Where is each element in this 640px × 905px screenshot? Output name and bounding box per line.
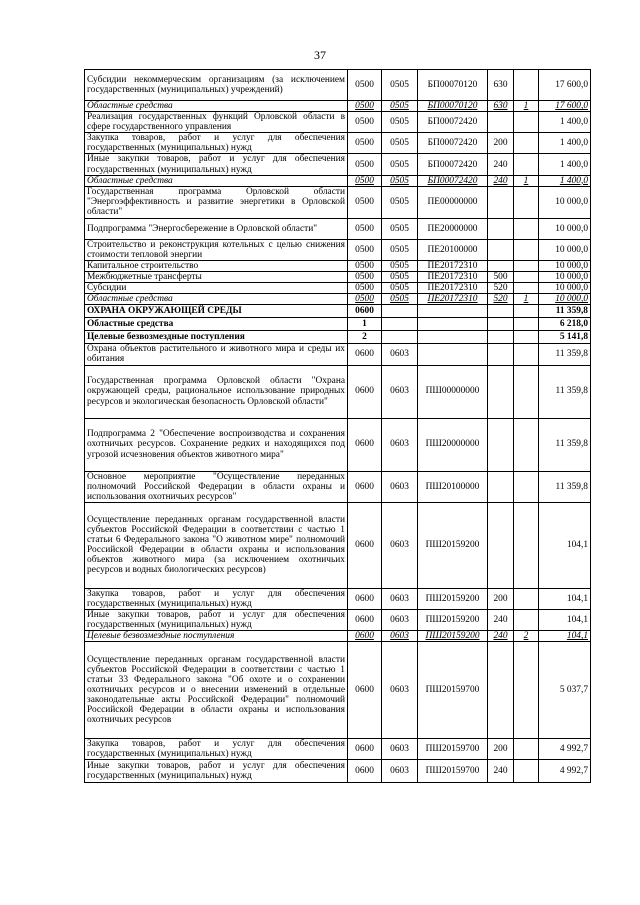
amount-cell: 17 600,0 (539, 70, 591, 101)
target-article-cell: ПЕ20000000 (418, 218, 488, 239)
subsection-code-cell: 0505 (382, 239, 418, 260)
subsection-code-cell: 0603 (382, 760, 418, 783)
table-row (85, 305, 591, 318)
section-code-cell: 0600 (348, 631, 382, 642)
expense-type-cell (488, 218, 514, 239)
amount-cell: 1 400,0 (539, 154, 591, 175)
funding-source-cell (514, 133, 539, 154)
target-article-cell (418, 344, 488, 365)
subsection-code-cell: 0603 (382, 365, 418, 418)
target-article-cell: ПШ00000000 (418, 365, 488, 418)
subsection-code-cell: 0505 (382, 70, 418, 101)
row-name-cell: Подпрограмма "Энергосбережение в Орловской области" (85, 218, 348, 239)
funding-source-cell: 1 (514, 175, 539, 186)
amount-cell: 10 000,0 (539, 239, 591, 260)
target-article-cell: ПЕ20172310 (418, 260, 488, 271)
expense-type-cell: 240 (488, 154, 514, 175)
subsection-code-cell: 0505 (382, 283, 418, 294)
funding-source-cell (514, 318, 539, 331)
amount-cell: 104,1 (539, 609, 591, 630)
subsection-code-cell (382, 318, 418, 331)
row-name-cell: Основное мероприятие "Осуществление переданных полномочий Российской Федерации в области охраны и использования охотничьих ресурсов" (85, 471, 348, 502)
amount-cell: 104,1 (539, 588, 591, 609)
expense-type-cell (488, 305, 514, 318)
amount-cell: 11 359,8 (539, 365, 591, 418)
target-article-cell: ПЕ20172310 (418, 294, 488, 305)
target-article-cell (418, 331, 488, 344)
expense-type-cell: 200 (488, 588, 514, 609)
table-row (85, 471, 591, 502)
subsection-code-cell: 0603 (382, 502, 418, 588)
funding-source-cell: 2 (514, 631, 539, 642)
target-article-cell: БП00072420 (418, 112, 488, 133)
table-row (85, 112, 591, 133)
amount-cell: 4 992,7 (539, 760, 591, 783)
target-article-cell: ПШ20159200 (418, 631, 488, 642)
row-name-cell: Государственная программа Орловской области "Энергоэффективность и развитие энергетики в Орловской области" (85, 186, 348, 218)
target-article-cell: ПЕ00000000 (418, 186, 488, 218)
subsection-code-cell: 0505 (382, 272, 418, 283)
funding-source-cell: 1 (514, 101, 539, 112)
funding-source-cell (514, 642, 539, 739)
table-row (85, 588, 591, 609)
section-code-cell: 0600 (348, 305, 382, 318)
section-code-cell: 0500 (348, 239, 382, 260)
target-article-cell: ПШ20159700 (418, 739, 488, 760)
expense-type-cell: 240 (488, 175, 514, 186)
section-code-cell: 0600 (348, 471, 382, 502)
target-article-cell: ПШ20159700 (418, 642, 488, 739)
target-article-cell: ПШ20159200 (418, 588, 488, 609)
subsection-code-cell: 0603 (382, 609, 418, 630)
target-article-cell (418, 305, 488, 318)
expense-type-cell (488, 318, 514, 331)
funding-source-cell (514, 305, 539, 318)
section-code-cell: 0500 (348, 283, 382, 294)
expense-type-cell: 200 (488, 133, 514, 154)
subsection-code-cell: 0505 (382, 112, 418, 133)
subsection-code-cell: 0603 (382, 642, 418, 739)
section-code-cell: 0600 (348, 502, 382, 588)
section-code-cell: 0500 (348, 112, 382, 133)
funding-source-cell (514, 283, 539, 294)
expense-type-cell: 500 (488, 272, 514, 283)
target-article-cell: ПЕ20172310 (418, 283, 488, 294)
table-row (85, 272, 591, 283)
section-code-cell: 1 (348, 318, 382, 331)
section-code-cell: 0500 (348, 154, 382, 175)
table-row (85, 344, 591, 365)
table-row (85, 609, 591, 630)
section-code-cell: 0600 (348, 365, 382, 418)
subsection-code-cell: 0603 (382, 739, 418, 760)
table-row (85, 502, 591, 588)
target-article-cell: ПШ20159200 (418, 502, 488, 588)
table-row (85, 101, 591, 112)
row-name-cell: Закупка товаров, работ и услуг для обеспечения государственных (муниципальных) нужд (85, 588, 348, 609)
table-row (85, 331, 591, 344)
row-name-cell: Областные средства (85, 101, 348, 112)
expense-type-cell (488, 502, 514, 588)
target-article-cell: ПШ20000000 (418, 418, 488, 471)
amount-cell: 1 400,0 (539, 112, 591, 133)
funding-source-cell (514, 502, 539, 588)
expense-type-cell (488, 642, 514, 739)
section-code-cell: 2 (348, 331, 382, 344)
funding-source-cell (514, 260, 539, 271)
row-name-cell: Капитальное строительство (85, 260, 348, 271)
target-article-cell: ПЕ20172310 (418, 272, 488, 283)
subsection-code-cell: 0603 (382, 471, 418, 502)
amount-cell: 11 359,8 (539, 305, 591, 318)
amount-cell: 11 359,8 (539, 471, 591, 502)
amount-cell: 10 000,0 (539, 260, 591, 271)
section-code-cell: 0500 (348, 70, 382, 101)
subsection-code-cell: 0505 (382, 218, 418, 239)
expense-type-cell: 520 (488, 283, 514, 294)
subsection-code-cell (382, 305, 418, 318)
expense-type-cell (488, 239, 514, 260)
expense-type-cell (488, 344, 514, 365)
row-name-cell: Строительство и реконструкция котельных с целью снижения стоимости тепловой энергии (85, 239, 348, 260)
subsection-code-cell: 0603 (382, 588, 418, 609)
section-code-cell: 0500 (348, 175, 382, 186)
expense-type-cell: 240 (488, 631, 514, 642)
page-number: 37 (314, 48, 326, 62)
funding-source-cell (514, 588, 539, 609)
target-article-cell: ПШ20159200 (418, 609, 488, 630)
amount-cell: 1 400,0 (539, 133, 591, 154)
row-name-cell: Осуществление переданных органам государственной власти субъектов Российской Федерации в соответствии с частью 1 статьи 33 Федерального закона "Об охоте и о сохранении охотничьих ресурсов и о внесении изменений в отдельные законодательные акты Российской Федерации" полномочий Российской Федерации в области охраны и использования охотничьих ресурсов (85, 642, 348, 739)
funding-source-cell: 1 (514, 294, 539, 305)
table-row (85, 760, 591, 783)
amount-cell: 1 400,0 (539, 175, 591, 186)
target-article-cell: БП00072420 (418, 175, 488, 186)
target-article-cell: БП00072420 (418, 154, 488, 175)
row-name-cell: Целевые безвозмездные поступления (85, 631, 348, 642)
funding-source-cell (514, 418, 539, 471)
amount-cell: 10 000,0 (539, 272, 591, 283)
subsection-code-cell: 0603 (382, 631, 418, 642)
amount-cell: 10 000,0 (539, 186, 591, 218)
section-code-cell: 0600 (348, 588, 382, 609)
row-name-cell: Межбюджетные трансферты (85, 272, 348, 283)
expense-type-cell (488, 365, 514, 418)
amount-cell: 17 600,0 (539, 101, 591, 112)
table-row (85, 133, 591, 154)
subsection-code-cell (382, 331, 418, 344)
amount-cell: 11 359,8 (539, 418, 591, 471)
section-code-cell: 0500 (348, 133, 382, 154)
section-code-cell: 0500 (348, 101, 382, 112)
table-row (85, 642, 591, 739)
table-row (85, 318, 591, 331)
row-name-cell: Областные средства (85, 294, 348, 305)
budget-table (84, 69, 591, 783)
section-code-cell: 0500 (348, 260, 382, 271)
table-row (85, 418, 591, 471)
amount-cell: 4 992,7 (539, 739, 591, 760)
expense-type-cell (488, 331, 514, 344)
target-article-cell: ПШ20159700 (418, 760, 488, 783)
expense-type-cell (488, 418, 514, 471)
amount-cell: 104,1 (539, 631, 591, 642)
row-name-cell: Областные средства (85, 318, 348, 331)
funding-source-cell (514, 344, 539, 365)
section-code-cell: 0600 (348, 609, 382, 630)
expense-type-cell: 630 (488, 101, 514, 112)
table-row (85, 283, 591, 294)
expense-type-cell: 240 (488, 760, 514, 783)
row-name-cell: Закупка товаров, работ и услуг для обеспечения государственных (муниципальных) нужд (85, 739, 348, 760)
funding-source-cell (514, 154, 539, 175)
amount-cell: 5 037,7 (539, 642, 591, 739)
subsection-code-cell: 0603 (382, 418, 418, 471)
table-row (85, 631, 591, 642)
funding-source-cell (514, 239, 539, 260)
table-row (85, 218, 591, 239)
funding-source-cell (514, 186, 539, 218)
subsection-code-cell: 0505 (382, 186, 418, 218)
expense-type-cell (488, 112, 514, 133)
table-row (85, 175, 591, 186)
table-row (85, 739, 591, 760)
expense-type-cell (488, 186, 514, 218)
amount-cell: 5 141,8 (539, 331, 591, 344)
row-name-cell: Иные закупки товаров, работ и услуг для обеспечения государственных (муниципальных) нужд (85, 609, 348, 630)
funding-source-cell (514, 609, 539, 630)
funding-source-cell (514, 272, 539, 283)
expense-type-cell (488, 260, 514, 271)
funding-source-cell (514, 218, 539, 239)
expense-type-cell: 200 (488, 739, 514, 760)
target-article-cell: ПЕ20100000 (418, 239, 488, 260)
table-row (85, 365, 591, 418)
row-name-cell: Закупка товаров, работ и услуг для обеспечения государственных (муниципальных) нужд (85, 133, 348, 154)
expense-type-cell: 630 (488, 70, 514, 101)
amount-cell: 10 000,0 (539, 283, 591, 294)
target-article-cell: ПШ20100000 (418, 471, 488, 502)
amount-cell: 10 000,0 (539, 294, 591, 305)
target-article-cell (418, 318, 488, 331)
amount-cell: 11 359,8 (539, 344, 591, 365)
table-row (85, 186, 591, 218)
funding-source-cell (514, 331, 539, 344)
target-article-cell: БП00072420 (418, 133, 488, 154)
subsection-code-cell: 0603 (382, 344, 418, 365)
expense-type-cell: 520 (488, 294, 514, 305)
section-code-cell: 0500 (348, 218, 382, 239)
table-row (85, 239, 591, 260)
row-name-cell: Подпрограмма 2 "Обеспечение воспроизводства и сохранения охотничьих ресурсов. Сохранение редких и находящихся под угрозой исчезновения объектов животного мира" (85, 418, 348, 471)
row-name-cell: Субсидии (85, 283, 348, 294)
funding-source-cell (514, 760, 539, 783)
funding-source-cell (514, 471, 539, 502)
target-article-cell: БП00070120 (418, 101, 488, 112)
section-code-cell: 0600 (348, 760, 382, 783)
amount-cell: 10 000,0 (539, 218, 591, 239)
section-code-cell: 0600 (348, 642, 382, 739)
subsection-code-cell: 0505 (382, 101, 418, 112)
table-body (85, 70, 591, 783)
row-name-cell: Иные закупки товаров, работ и услуг для обеспечения государственных (муниципальных) нужд (85, 154, 348, 175)
target-article-cell: БП00070120 (418, 70, 488, 101)
funding-source-cell (514, 739, 539, 760)
subsection-code-cell: 0505 (382, 154, 418, 175)
subsection-code-cell: 0505 (382, 133, 418, 154)
row-name-cell: Субсидии некоммерческим организациям (за исключением государственных (муниципальных) учреждений) (85, 70, 348, 101)
funding-source-cell (514, 365, 539, 418)
table-row (85, 154, 591, 175)
section-code-cell: 0600 (348, 344, 382, 365)
funding-source-cell (514, 112, 539, 133)
subsection-code-cell: 0505 (382, 175, 418, 186)
row-name-cell: Реализация государственных функций Орловской области в сфере государственного управления (85, 112, 348, 133)
table-row (85, 70, 591, 101)
amount-cell: 104,1 (539, 502, 591, 588)
funding-source-cell (514, 70, 539, 101)
section-code-cell: 0600 (348, 418, 382, 471)
row-name-cell: Осуществление переданных органам государственной власти субъектов Российской Федерации в соответствии с частью 1 статьи 6 Федерального закона "О животном мире" полномочий Российской Федерации в области охраны и использования объектов животного мира (за исключением охотничьих ресурсов и водных биологических ресурсов) (85, 502, 348, 588)
row-name-cell: ОХРАНА ОКРУЖАЮЩЕЙ СРЕДЫ (85, 305, 348, 318)
expense-type-cell: 240 (488, 609, 514, 630)
row-name-cell: Государственная программа Орловской области "Охрана окружающей среды, рациональное использование природных ресурсов и экологическая безопасность Орловской области" (85, 365, 348, 418)
section-code-cell: 0600 (348, 739, 382, 760)
subsection-code-cell: 0505 (382, 294, 418, 305)
row-name-cell: Иные закупки товаров, работ и услуг для обеспечения государственных (муниципальных) нужд (85, 760, 348, 783)
table-row (85, 294, 591, 305)
row-name-cell: Целевые безвозмездные поступления (85, 331, 348, 344)
subsection-code-cell: 0505 (382, 260, 418, 271)
section-code-cell: 0500 (348, 272, 382, 283)
table-row (85, 260, 591, 271)
amount-cell: 6 218,0 (539, 318, 591, 331)
section-code-cell: 0500 (348, 186, 382, 218)
row-name-cell: Охрана объектов растительного и животного мира и среды их обитания (85, 344, 348, 365)
expense-type-cell (488, 471, 514, 502)
section-code-cell: 0500 (348, 294, 382, 305)
row-name-cell: Областные средства (85, 175, 348, 186)
